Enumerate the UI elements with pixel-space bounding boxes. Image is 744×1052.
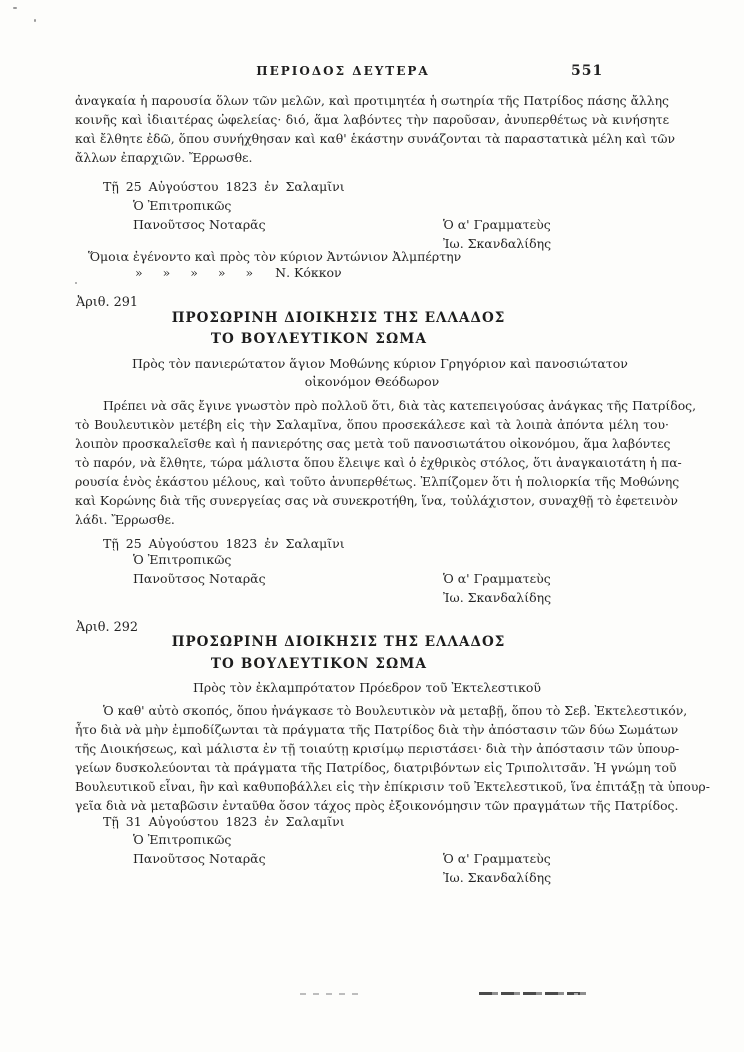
signature-right-role: Ὁ α' Γραμματεὺς <box>443 851 551 866</box>
running-head <box>256 64 430 84</box>
signature-right-name: Ἰω. Σκανδαλίδης <box>443 870 552 885</box>
scan-speck <box>34 19 36 22</box>
scan-artifact-dashes-dark <box>479 992 586 995</box>
ditto-marks: » » » » » <box>135 265 254 280</box>
document-heading-administration: ΠΡΟΣΩΡΙΝΗ ΔΙΟΙΚΗΣΙΣ ΤΗΣ ΕΛΛΑΔΟΣ <box>171 634 506 650</box>
document-body: Ὁ καθ' αὐτὸ σκοπός, ὅπου ἠνάγκασε τὸ Βουλευτικὸν νὰ μεταβῇ, ὅπου τὸ Σεβ. Ἐκτελεστικόν, ἦτο διὰ νὰ μὴν ἐμποδίζωνται τὰ πράγματα τῆς Πατρίδος διὰ τὴν ἀπόστασιν τῶν δύω Σωμάτων τῆς Διοικήσεως, καὶ μάλιστα ἐν τῇ τοιαύτῃ κρισίμῳ περιστάσει· διὰ τὴν ἀπόστασιν τῶν ὑπουρ- γείων δυσκολεύονται τὰ πράγματα τῆς Πατρίδος, διατριβόντων εἰς Τριπολιτσᾶν. Ἡ γνώμη τοῦ Βουλευτικοῦ εἶναι, ἣν καὶ καθυποβάλλει εἰς τὴν ἐπίκρισιν τοῦ Ἐκτελεστικοῦ, ἵνα ἐπιτάξῃ τὰ ὑπουρ- γεῖα διὰ νὰ μεταβῶσιν ἐνταῦθα ὅσον τάχος πρὸς ἐξοικονόμησιν τῶν πραγμάτων τῆς Πατρίδος. <box>75 703 710 813</box>
signature-right-role: Ὁ α' Γραμματεὺς <box>443 217 551 232</box>
signature-right-name: Ἰω. Σκανδαλίδης <box>443 590 552 605</box>
addressee-line: Πρὸς τὸν ἐκλαμπρότατον Πρόεδρον τοῦ Ἐκτελεστικοῦ <box>193 680 542 695</box>
signature-left-role: Ὁ Ἐπιτροπικῶς <box>133 832 232 847</box>
dateline: Τῇ 25 Αὐγούστου 1823 ἐν Σαλαμῖνι <box>103 536 345 551</box>
signature-left-name: Πανοῦτσος Νοταρᾶς <box>133 571 266 586</box>
signature-left-name: Πανοῦτσος Νοταρᾶς <box>133 217 266 232</box>
continuation-paragraph: ἀναγκαία ἡ παρουσία ὅλων τῶν μελῶν, καὶ προτιμητέα ἡ σωτηρία τῆς Πατρίδος πάσης ἄλλης κοινῆς καὶ ἰδιαιτέρας ὠφελείας· διό, ἅμα λαβόντες τὴν παροῦσαν, ἀνυπερθέτως νὰ κινήσητε καὶ ἔλθητε ἐδῶ, ὅπου συνήχθησαν καὶ καθ' ἑκάστην συνάζονται τὰ παραστατικὰ μέλη καὶ τῶν ἄλλων ἐπαρχιῶν. Ἔρρωσθε. <box>75 93 676 165</box>
document-heading-body: ΤΟ ΒΟΥΛΕΥΤΙΚΟΝ ΣΩΜΑ <box>210 331 428 347</box>
signature-right-role: Ὁ α' Γραμματεὺς <box>443 571 551 586</box>
note-line: Ὅμοια ἐγένοντο καὶ πρὸς τὸν κύριον Ἀντώνιον Ἀλμπέρτην <box>88 249 462 264</box>
document-number: Ἀριθ. 292 <box>76 620 139 635</box>
scan-speck <box>13 7 17 9</box>
document-heading-body: ΤΟ ΒΟΥΛΕΥΤΙΚΟΝ ΣΩΜΑ <box>210 656 428 672</box>
document-number: Ἀριθ. 291 <box>76 295 139 310</box>
addressee-line: Πρὸς τὸν πανιερώτατον ἅγιον Μοθώνης κύριον Γρηγόριον καὶ πανοσιώτατον <box>132 356 628 371</box>
scan-speck <box>75 282 77 284</box>
running-head-title: ΠΕΡΙΟΔΟΣ ΔΕΥΤΕΡΑ <box>256 64 430 78</box>
signature-left-name: Πανοῦτσος Νοταρᾶς <box>133 851 266 866</box>
page-number: 551 <box>571 63 604 79</box>
ditto-name: Ν. Κόκκον <box>275 265 342 280</box>
signature-left-role: Ὁ Ἐπιτροπικῶς <box>133 198 232 213</box>
dateline: Τῇ 25 Αὐγούστου 1823 ἐν Σαλαμῖνι <box>103 179 345 194</box>
addressee-line: οἰκονόμον Θεόδωρον <box>304 374 440 389</box>
document-heading-administration: ΠΡΟΣΩΡΙΝΗ ΔΙΟΙΚΗΣΙΣ ΤΗΣ ΕΛΛΑΔΟΣ <box>171 310 506 326</box>
signature-right-name: Ἰω. Σκανδαλίδης <box>443 236 552 251</box>
scan-artifact-dot <box>574 993 578 995</box>
scan-artifact-dashes-light <box>300 993 358 995</box>
signature-block <box>75 552 669 612</box>
signature-left-role: Ὁ Ἐπιτροπικῶς <box>133 552 232 567</box>
document-body: Πρέπει νὰ σᾶς ἔγινε γνωστὸν πρὸ πολλοῦ ὅτι, διὰ τὰς κατεπειγούσας ἀνάγκας τῆς Πατρίδος, τὸ Βουλευτικὸν μετέβη εἰς τὴν Σαλαμῖνα, ὅπου προσεκάλεσε καὶ τὰ λοιπὰ ἀπόντα μέλη του· λοιπὸν προσκαλεῖσθε καὶ ἡ πανιερότης σας μετὰ τοῦ πανοσιωτάτου οἰκονόμου, ἅμα λαβόντες τὸ παρόν, νὰ ἔλθητε, τώρα μάλιστα ὅπου ἔλειψε καὶ ὁ ἐχθρικὸς στόλος, ὅτι ἀναγκαιοτάτη ἡ πα- ρουσία ἑνὸς ἑκάστου μέλους, καὶ τοῦτο ἀνυπερθέτως. Ἐλπίζομεν ὅτι ἡ πολιορκία τῆς Μοθώνης καὶ Κορώνης διὰ τῆς συνεργείας σας νὰ συνεκροτήθη, ἵνα, τοὐλάχιστον, συναχθῇ τὸ ἐφετεινὸν λάδι. Ἔρρωσθε. <box>75 398 697 527</box>
dateline: Τῇ 31 Αὐγούστου 1823 ἐν Σαλαμῖνι <box>103 814 345 829</box>
signature-block <box>75 832 669 892</box>
ditto-line <box>135 265 342 280</box>
